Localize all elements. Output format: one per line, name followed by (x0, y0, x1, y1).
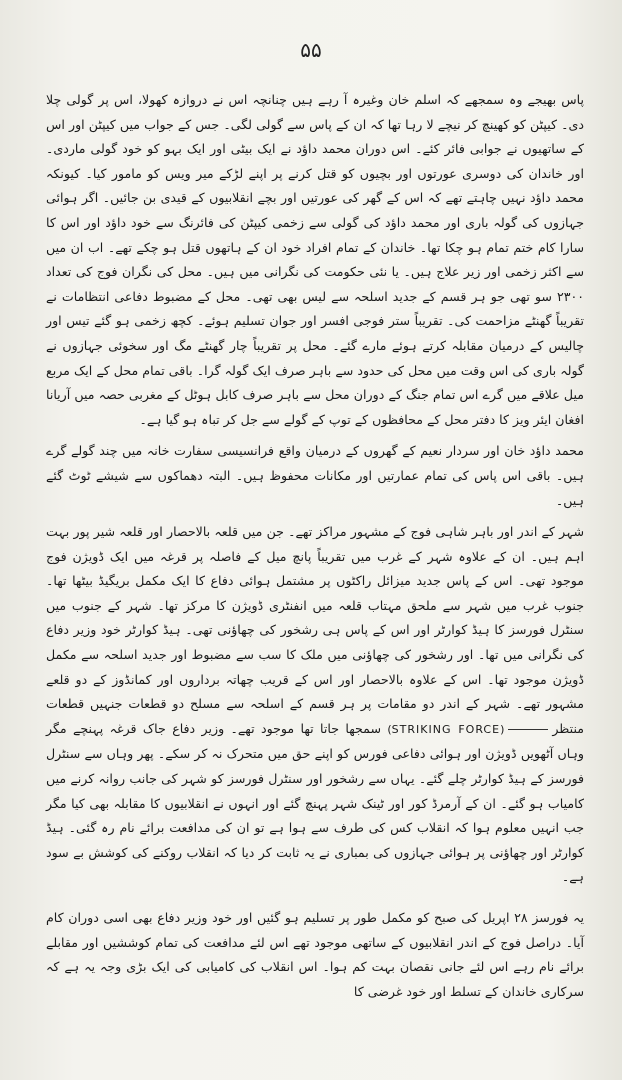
striking-force-term: (STRIKING FORCE) (387, 722, 505, 736)
paragraph-3 (46, 520, 584, 890)
paragraph-1: پاس بھیجے وہ سمجھے کہ اسلم خان وغیرہ آ رہے ہیں چنانچہ اس نے دروازہ کھولا، اس پر گولی چلا دی۔ کیپٹن کو کھینچ کر نیچے لا رہا تھا کہ ان کے پاس سے گولی لگی۔ جس کے جواب میں کیپٹن اور اس کے ساتھیوں نے جوابی فائر کئے۔ اس دوران محمد داؤد نے ایک بیٹی اور ایک بہو کو خود گولی ماردی۔ اور خاندان کی دوسری عورتوں اور بچیوں کو قتل کرنے پر اپنے لڑکے میر ویس کو مامور کیا۔ کیونکہ محمد داؤد نہیں چاہتے تھے کہ اس کے گھر کی عورتیں اور بچے انقلابیوں کے قیدی بن جائیں۔ اگر ہوائی جہازوں کی گولہ باری اور محمد داؤد کی گولی سے زخمی کیپٹن کی فائرنگ سے خود داؤد اور اس کا سارا کام ختم تمام ہو چکا تھا۔ خاندان کے تمام افراد خود ان کے ہاتھوں قتل ہو چکے تھے۔ اب ان میں سے اکثر زخمی اور زیر علاج ہیں۔ یا نئی حکومت کی نگرانی میں ہیں۔ محل کی نگران فوج کی تعداد ۲۳۰۰ سو تھی جو ہر قسم کے جدید اسلحہ سے لیس بھی تھی۔ محل کے مضبوط دفاعی انتظامات نے تقریباً گھنٹے مزاحمت کی۔ تقریباً ستر فوجی افسر اور جوان تسلیم ہوئے۔ کچھ زخمی ہو گئے تیس اور چالیس کے درمیان مقابلہ کرتے ہوئے مارے گئے۔ محل پر تقریباً چار گھنٹے مگ اور سخوئی جہازوں نے گولہ باری کی اس وقت میں محل کی حدود سے باہر صرف ایک گولہ گرا۔ باقی تمام محل کے ایک مربع میل علاقے میں گرے اس تمام جنگ کے دوران محل سے باہر صرف کابل ہوٹل کے مغربی حصہ میں آریانا افغان ایئر ویز کا دفتر محل کے محافظوں کے توپ کے گولے سے جل کر تباہ ہو گیا ہے۔ (46, 92, 584, 427)
paragraph-3-main: شہر کے اندر اور باہر شاہی فوج کے مشہور مراکز تھے۔ جن میں قلعہ بالاحصار اور قلعہ شیر پور بہت اہم ہیں۔ ان کے علاوہ شہر کے غرب میں تقریباً پانچ میل کے فاصلہ پر قرغہ میں ایک ڈویژن فوج موجود تھی۔ اس کے پاس جدید میزائل راکٹوں پر مشتمل ہوائی دفاع کا ایک مکمل بریگیڈ بیٹھا تھا۔ جنوب غرب میں شہر سے ملحق مہتاب قلعہ میں انفنٹری ڈویژن کا مرکز تھا۔ شہر کے جنوب میں سنٹرل فورسز کا ہیڈ کوارٹر اور اس کے پاس ہی رشخور کی چھاؤنی تھی۔ ہیڈ کوارٹر خود وزیر دفاع کی نگرانی میں تھا۔ اور رشخور کی چھاؤنی میں ملک کا سب سے مضبوط اور جدید اسلحہ سے مکمل ڈویژن موجود تھا۔ اس کے علاوہ بالاحصار اور اس کے قریب چھاتہ برداروں اور کمانڈوز کے دو قلعے مشہور تھے۔ شہر کے اندر دو مقامات پر ہر قسم کے اسلحہ سے مسلح دو قطعات جنہیں قطعات منتظر (46, 524, 584, 736)
paragraph-3-tail: سمجھا جاتا تھا موجود تھے۔ وزیر دفاع جاک قرغہ پہنچے مگر وہاں آٹھویں ڈویژن اور ہوائی دفاعی فورس کو اپنے حق میں متحرک نہ کر سکے۔ پھر وہاں سے سنٹرل فورسز کے ہیڈ کوارٹر چلے گئے۔ یہاں سے رشخور اور سنٹرل فورسز کو شہر کی جانب روانہ کرنے میں کامیاب ہو گئے۔ ان کے آرمرڈ کور اور ٹینک شہر پہنچ گئے اور انہوں نے انقلابیوں کا مقابلہ بھی کیا مگر جب انہیں معلوم ہوا کہ انقلاب کس کی طرف سے ہوا ہے تو ان کی مدافعت برائے نام رہ گئی۔ ہیڈ کوارٹر اور چھاؤنی پر ہوائی جہازوں کی بمباری نے یہ ثابت کر دیا کہ انقلاب روکنے کی کوشش بے سود ہے۔ (46, 720, 584, 885)
page-number: ۵۵ (300, 38, 322, 62)
body-text (46, 88, 584, 1004)
paragraph-4: یہ فورسز ۲۸ اپریل کی صبح کو مکمل طور پر تسلیم ہو گئیں اور خود وزیر دفاع بھی اسی دوران کام آیا۔ دراصل فوج کے اندر انقلابیوں کے ساتھی موجود تھے اس لئے مدافعت کی تمام کوششیں اور مقابلے برائے نام رہے اس لئے جانی نقصان بہت کم ہوا۔ اس انقلاب کی کامیابی کی ایک بڑی وجہ یہ ہے کہ سرکاری خاندان کے تسلط اور خود غرضی کا (46, 910, 585, 999)
dash-rule (508, 729, 548, 730)
paragraph-2: محمد داؤد خان اور سردار نعیم کے گھروں کے درمیان واقع فرانسیسی سفارت خانہ میں چند گولے گرے ہیں۔ باقی اس پاس کی تمام عمارتیں اور مکانات محفوظ ہیں۔ البتہ دھماکوں سے شیشے ٹوٹ گئے ہیں۔ (46, 443, 584, 508)
